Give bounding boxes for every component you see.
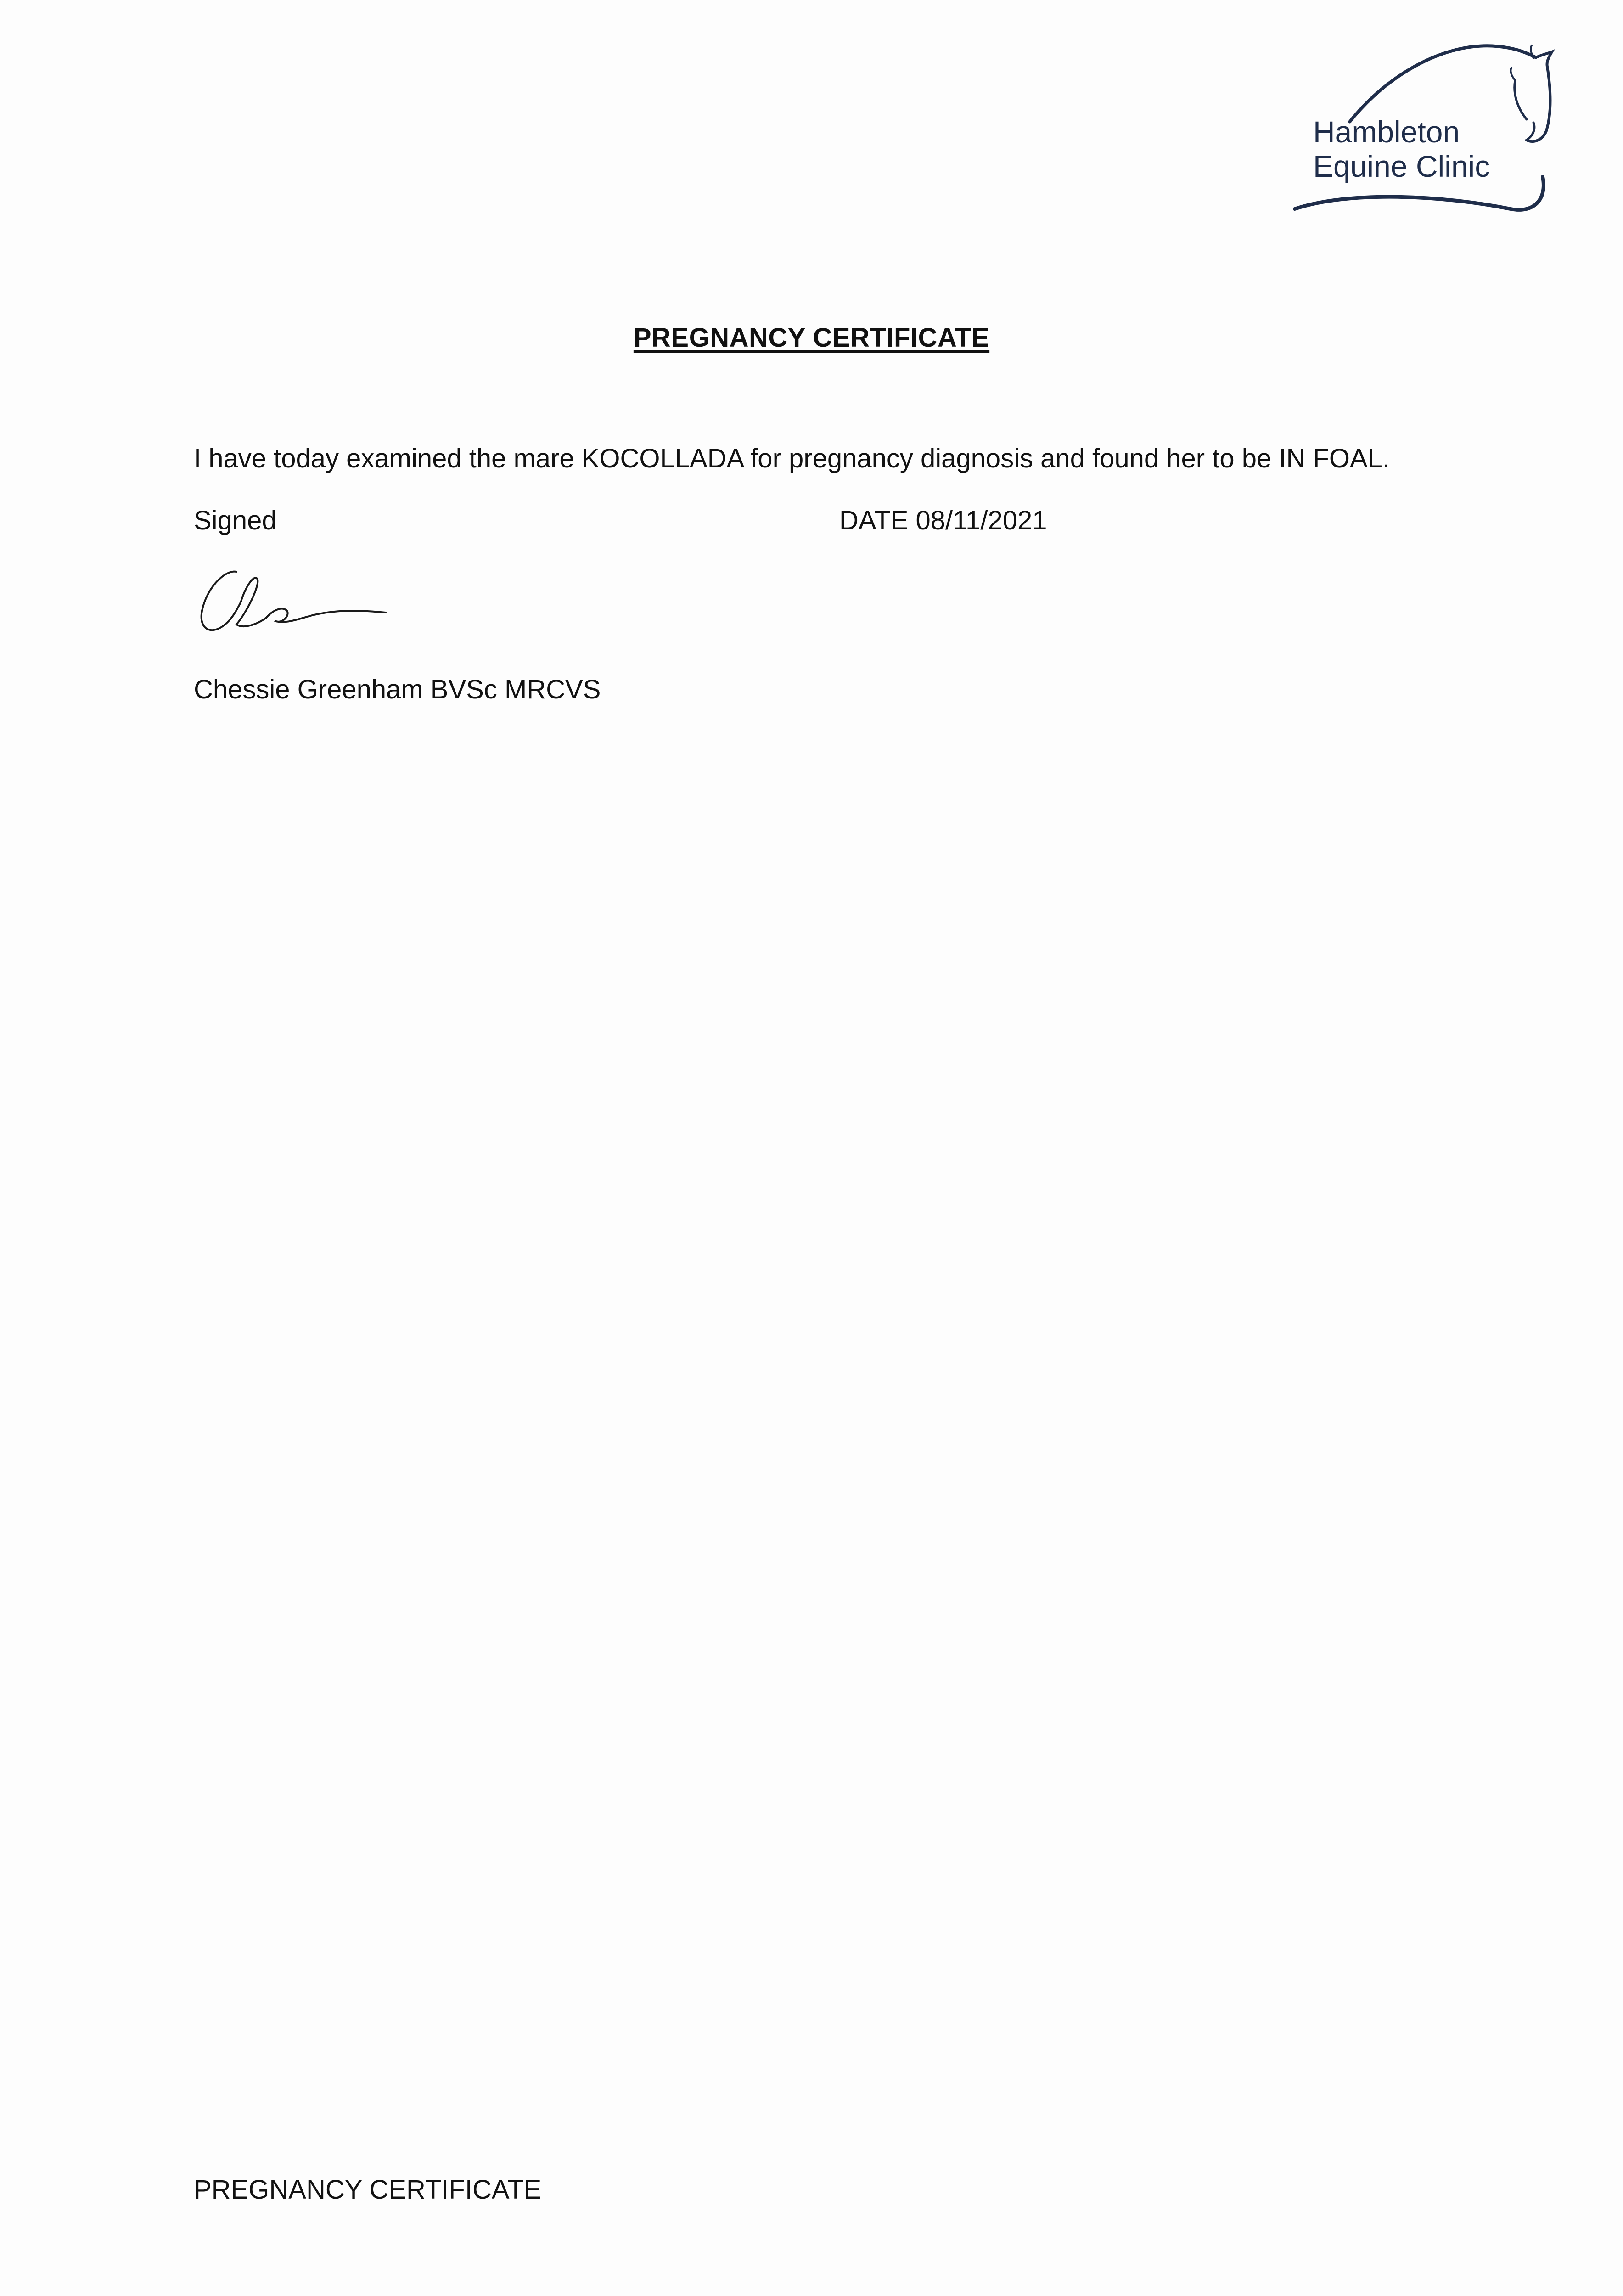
page-footer: PREGNANCY CERTIFICATE [194, 2175, 542, 2205]
date-value: 08/11/2021 [915, 506, 1047, 535]
horse-head-icon [1276, 25, 1561, 223]
signatory-name: Chessie Greenham BVSc MRCVS [194, 675, 601, 704]
date-label: DATE [839, 506, 909, 535]
signed-label: Signed [194, 506, 277, 535]
document-title: PREGNANCY CERTIFICATE [633, 323, 990, 353]
handwritten-signature [193, 560, 390, 643]
examination-statement: I have today examined the mare KOCOLLADA for pregnancy diagnosis and found her to be IN FOAL. [194, 444, 1390, 473]
logo-line-2: Equine Clinic [1313, 149, 1490, 183]
logo-line-1: Hambleton [1313, 115, 1460, 149]
date-line [839, 505, 1047, 536]
clinic-logo [1276, 25, 1561, 223]
